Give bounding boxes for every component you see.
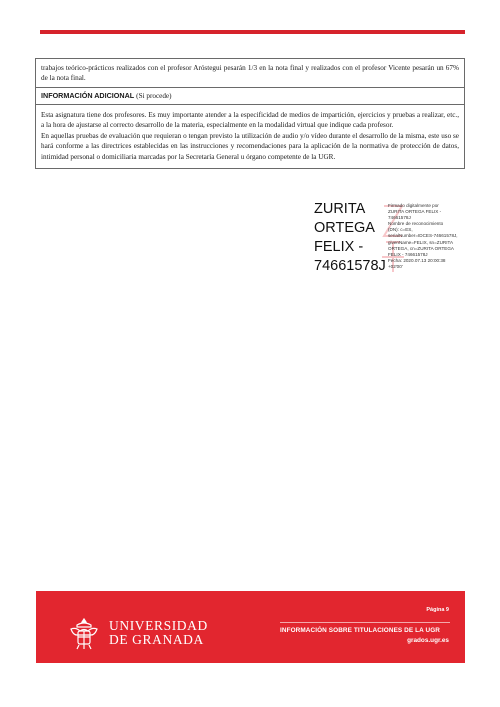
university-name-line-1: UNIVERSIDAD: [109, 618, 208, 633]
content-table: [35, 58, 465, 169]
footer-banner: [36, 591, 465, 663]
signature-detail-line: ZURITA ORTEGA FELIX -: [388, 209, 442, 215]
paragraph-1: Esta asignatura tiene dos profesores. Es muy importante atender a la especificidad de medios de impartición, ejercicios y pruebas a realizar, etc., a la hora de ajustarse al correcto desarrollo de la materia, especialmente en la modalidad virtual que indique cada profesor.: [41, 111, 459, 130]
signer-name: [314, 200, 394, 276]
university-crest-icon: [68, 617, 100, 651]
signer-name-line: ZURITA: [314, 201, 366, 217]
digital-signature: [314, 200, 474, 290]
footer-divider: [280, 622, 450, 623]
footer-info-title: INFORMACIÓN SOBRE TITULACIONES DE LA UGR: [280, 627, 440, 634]
signature-detail-line: ORTEGA, cn=ZURITA ORTEGA: [388, 245, 454, 251]
signature-detail-line: 74661578J: [388, 215, 411, 221]
paragraph-2: En aquellas pruebas de evaluación que requieran o tengan previsto la utilización de audio y/o vídeo durante el desarrollo de la misma, este uso se hará conforme a las directrices establecidas en las instrucciones y recomendaciones para la aplicación de la normativa de protección de datos, intimidad personal o domiciliaria marcadas por la Secretaría General u órgano competente de la UGR.: [41, 131, 459, 161]
signature-detail-line: Fecha: 2020.07.13 20:00:38: [388, 257, 446, 263]
page-number: Página 9: [426, 607, 449, 613]
signature-detail-line: +02'00': [388, 263, 403, 269]
section-heading: INFORMACIÓN ADICIONAL: [41, 91, 135, 100]
signer-name-line: FELIX -: [314, 239, 364, 255]
university-name-line-2: DE GRANADA: [109, 632, 204, 647]
footer-url-link[interactable]: grados.ugr.es: [407, 637, 449, 644]
signature-details: [388, 203, 478, 270]
university-name: [109, 619, 208, 647]
intro-text: trabajos teórico-prácticos realizados con el profesor Aróstegui pesarán 1/3 en la nota final y realizados con el profesor Vicente pesarán un 67% de la nota final.: [41, 64, 459, 82]
section-heading-row: [36, 87, 464, 104]
signer-name-line: 74661578J: [314, 258, 386, 274]
header-rule: [40, 30, 465, 34]
signature-detail-line: Firmado digitalmente por: [388, 203, 439, 208]
signer-name-line: ORTEGA: [314, 220, 375, 236]
signature-detail-line: serialNumber=IDCES-74661578J,: [388, 233, 458, 239]
signature-detail-line: Nombre de reconocimiento: [388, 221, 444, 227]
signature-detail-line: givenName=FELIX, sn=ZURITA: [388, 239, 454, 245]
section-heading-note: (Si procede): [136, 92, 172, 100]
signature-detail-line: FELIX - 74661578J: [388, 251, 428, 257]
section-body: [36, 104, 464, 168]
signature-detail-line: (DN): c=ES,: [388, 227, 413, 233]
